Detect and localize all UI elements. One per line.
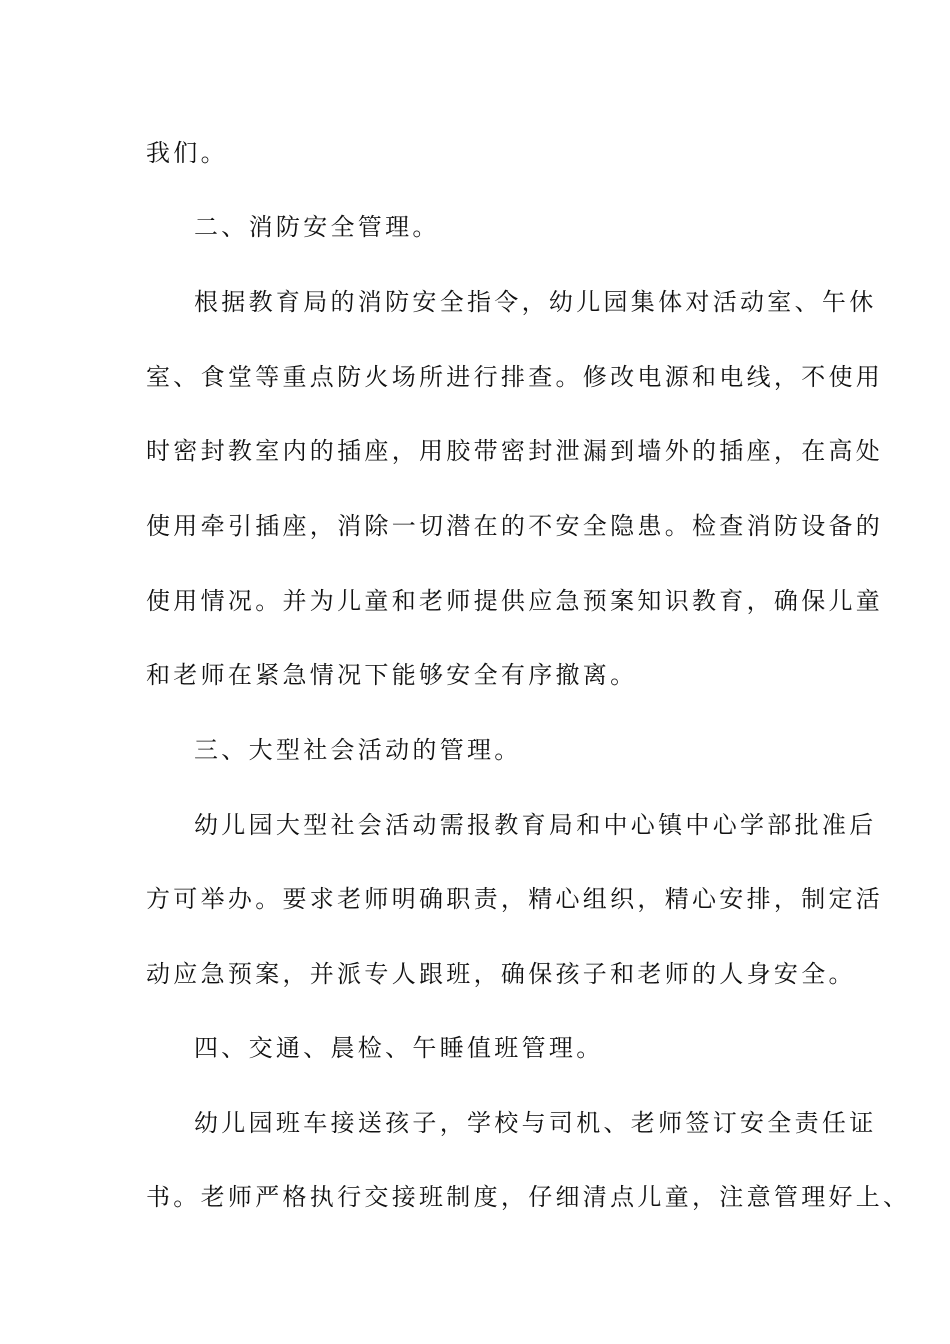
text-line: 根据教育局的消防安全指令，幼儿园集体对活动室、午休	[194, 288, 877, 316]
section-heading: 四、交通、晨检、午睡值班管理。	[194, 1034, 604, 1062]
text-line: 我们。	[146, 139, 228, 167]
text-line: 使用牵引插座，消除一切潜在的不安全隐患。检查消防设备的	[146, 512, 884, 540]
text-line: 幼儿园大型社会活动需报教育局和中心镇中心学部批准后	[194, 811, 877, 839]
text-line: 幼儿园班车接送孩子，学校与司机、老师签订安全责任证	[194, 1109, 877, 1137]
text-line: 时密封教室内的插座，用胶带密封泄漏到墙外的插座，在高处	[146, 437, 884, 465]
text-line: 和老师在紧急情况下能够安全有序撤离。	[146, 661, 638, 689]
text-line: 室、食堂等重点防火场所进行排查。修改电源和电线，不使用	[146, 363, 884, 391]
section-heading: 二、消防安全管理。	[194, 213, 440, 241]
text-line: 方可举办。要求老师明确职责，精心组织，精心安排，制定活	[146, 885, 884, 913]
section-heading: 三、大型社会活动的管理。	[194, 736, 522, 764]
text-line: 使用情况。并为儿童和老师提供应急预案知识教育，确保儿童	[146, 587, 884, 615]
text-line: 动应急预案，并派专人跟班，确保孩子和老师的人身安全。	[146, 960, 856, 988]
text-line: 书。老师严格执行交接班制度，仔细清点儿童，注意管理好上、	[146, 1183, 911, 1211]
